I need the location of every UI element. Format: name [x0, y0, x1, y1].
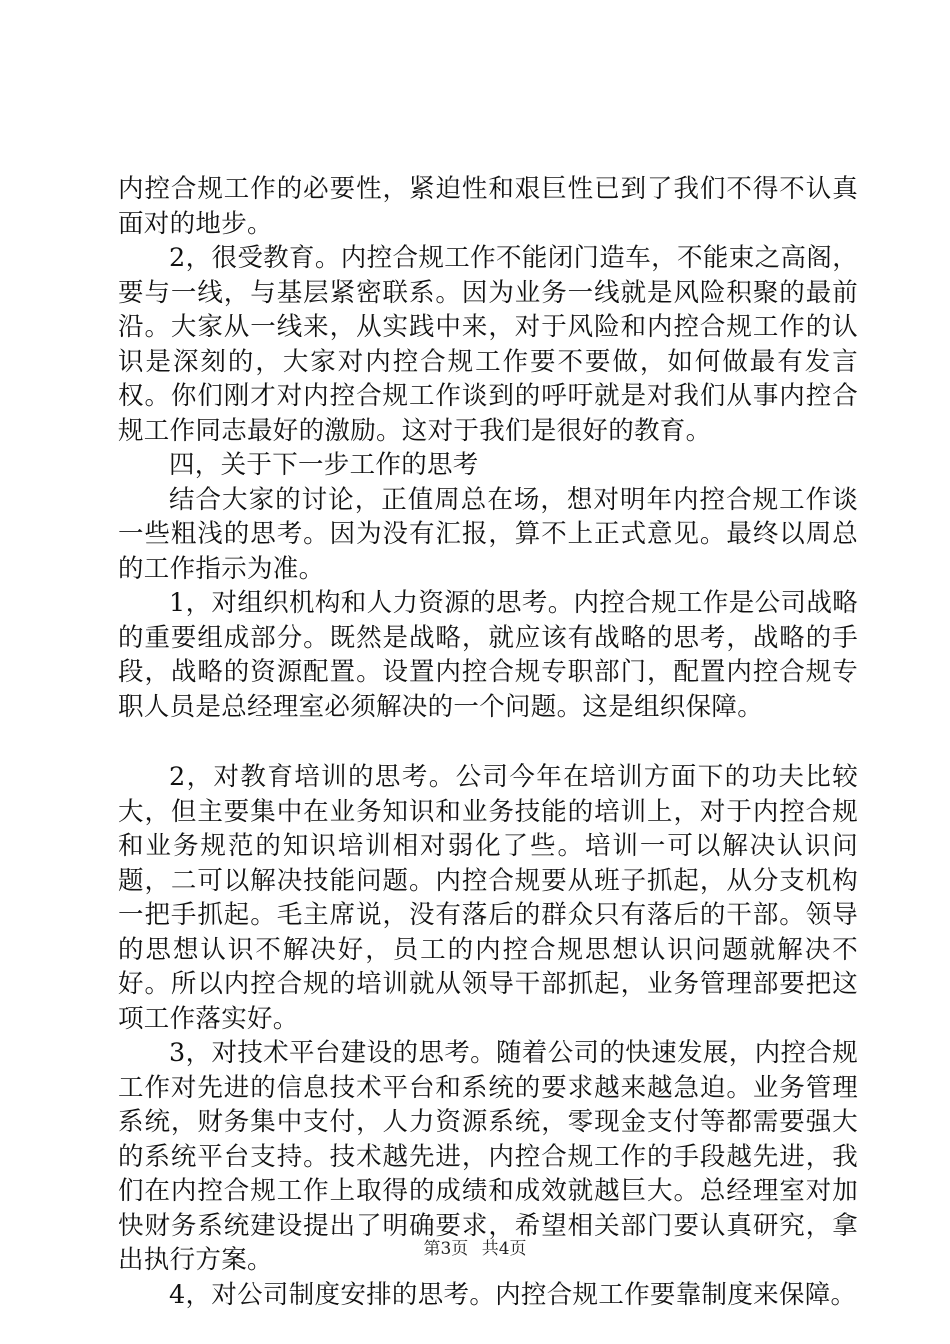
paragraph-organization: 1，对组织机构和人力资源的思考。内控合规工作是公司战略的重要组成部分。既然是战略，就应该有战略的思考，战略的手段，战略的资源配置。设置内控合规专职部门，配置内控合规专职人员是总经理室必须解决的一个问题。这是组织保障。	[118, 588, 858, 722]
paragraph-continuation: 内控合规工作的必要性，紧迫性和艰巨性已到了我们不得不认真面对的地步。	[118, 174, 858, 239]
paragraph-institutions: 4，对公司制度安排的思考。内控合规工作要靠制度来保障。	[169, 1279, 857, 1310]
paragraph-education: 2，很受教育。内控合规工作不能闭门造车，不能束之高阁，要与一线，与基层紧密联系。因为业务一线就是风险积聚的最前沿。大家从一线来，从实践中来，对于风险和内控合规工作的认识是深刻的，大家对内控合规工作要不要做，如何做最有发言权。你们刚才对内控合规工作谈到的呼吁就是对我们从事内控合规工作同志最好的激励。这对于我们是很好的教育。	[118, 243, 858, 446]
paragraph-intro-thoughts: 结合大家的讨论，正值周总在场，想对明年内控合规工作谈一些粗浅的思考。因为没有汇报，算不上正式意见。最终以周总的工作指示为准。	[118, 484, 858, 584]
blank-line	[118, 724, 858, 760]
page-number: 第3页	[423, 1239, 469, 1259]
page-total: 共4页	[481, 1239, 527, 1259]
paragraph-technology: 3，对技术平台建设的思考。随着公司的快速发展，内控合规工作对先进的信息技术平台和系统的要求越来越急迫。业务管理系统，财务集中支付，人力资源系统，零现金支付等都需要强大的系统平台支持。技术越先进，内控合规工作的手段越先进，我们在内控合规工作上取得的成绩和成效就越巨大。总经理室对加快财务系统建设提出了明确要求，希望相关部门要认真研究，拿出执行方案。	[118, 1038, 858, 1275]
paragraph-training: 2，对教育培训的思考。公司今年在培训方面下的功夫比较大，但主要集中在业务知识和业务技能的培训上，对于内控合规和业务规范的知识培训相对弱化了些。培训一可以解决认识问题，二可以解决技能问题。内控合规要从班子抓起，从分支机构一把手抓起。毛主席说，没有落后的群众只有落后的干部。领导的思想认识不解决好，员工的内控合规思想认识问题就解决不好。所以内控合规的培训就从领导干部抓起，业务管理部要把这项工作落实好。	[118, 762, 858, 1034]
document-body	[118, 172, 858, 1312]
page-footer	[0, 1238, 950, 1260]
section-heading-next-steps: 四，关于下一步工作的思考	[169, 450, 479, 480]
